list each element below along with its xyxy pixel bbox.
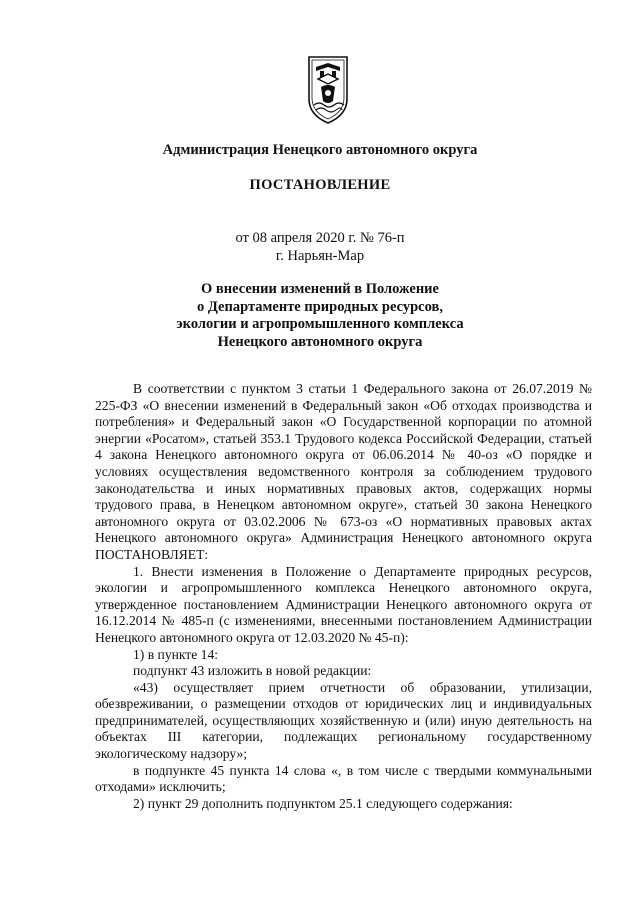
- subitem-paragraph: 2) пункт 29 дополнить подпунктом 25.1 следующего содержания:: [133, 795, 513, 811]
- coat-of-arms-icon: [306, 53, 350, 125]
- subject-line: о Департаменте природных ресурсов,: [197, 298, 443, 315]
- subject-line: экологии и агропромышленного комплекса: [176, 316, 464, 332]
- organization-name: Администрация Ненецкого автономного округа: [162, 142, 478, 158]
- subject-line: О внесении изменений в Положение: [201, 281, 439, 297]
- date-place-block: [0, 229, 640, 265]
- decree-place: г. Нарьян-Мар: [275, 248, 365, 264]
- item-1-paragraph: 1. Внести изменения в Положение о Департаменте природных ресурсов, экологии и агропромышленного комплекса Ненецкого автономного округа, утвержденное постановлением Администрации Ненецкого автономного округа от 16.12.2014 № 485-п (с изменениями, внесенными постановлением Администрации Ненецкого автономного округа от 12.03.2020 № 45-п):: [95, 563, 592, 645]
- decree-date-number: от 08 апреля 2020 г. № 76-п: [235, 230, 405, 246]
- decree-subject-title: [0, 281, 640, 351]
- preamble-paragraph: В соответствии с пунктом 3 статьи 1 Федерального закона от 26.07.2019 № 225-ФЗ «О внесении изменений в Федеральный закон «Об отходах производства и потребления» и Федеральный закон «О Государственной корпорации по атомной энергии «Росатом», статьей 353.1 Трудового кодекса Российской Федерации, статьей 4 закона Ненецкого автономного округа от 06.06.2014 № 40-оз «О порядке и условиях осуществления ведомственного контроля за соблюдением трудового законодательства и иных нормативных правовых актов, содержащих нормы трудового права, в Ненецком автономном округе», статьей 30 закона Ненецкого автономного округа от 03.02.2006 № 673-оз «О нормативных правовых актах Ненецкого автономного округа» Администрация Ненецкого автономного округа ПОСТАНОВЛЯЕТ:: [95, 381, 592, 562]
- quoted-amendment-paragraph: «43) осуществляет прием отчетности об образовании, утилизации, обезвреживании, о размещении отходов от юридических лиц и индивидуальных предпринимателей, осуществляющих хозяйственную и (или) иную деятельность на объектах III категории, подлежащих региональному государственному экологическому надзору»;: [95, 679, 592, 762]
- subject-line: Ненецкого автономного округа: [217, 333, 423, 350]
- subitem-paragraph: 1) в пункте 14:: [133, 646, 219, 662]
- subitem-paragraph: в подпункте 45 пункта 14 слова «, в том числе с твердыми коммунальными отходами» исключить;: [95, 762, 592, 795]
- document-type: ПОСТАНОВЛЕНИЕ: [249, 177, 391, 193]
- decree-body: [95, 381, 592, 812]
- subitem-paragraph: подпункт 43 изложить в новой редакции:: [133, 663, 372, 679]
